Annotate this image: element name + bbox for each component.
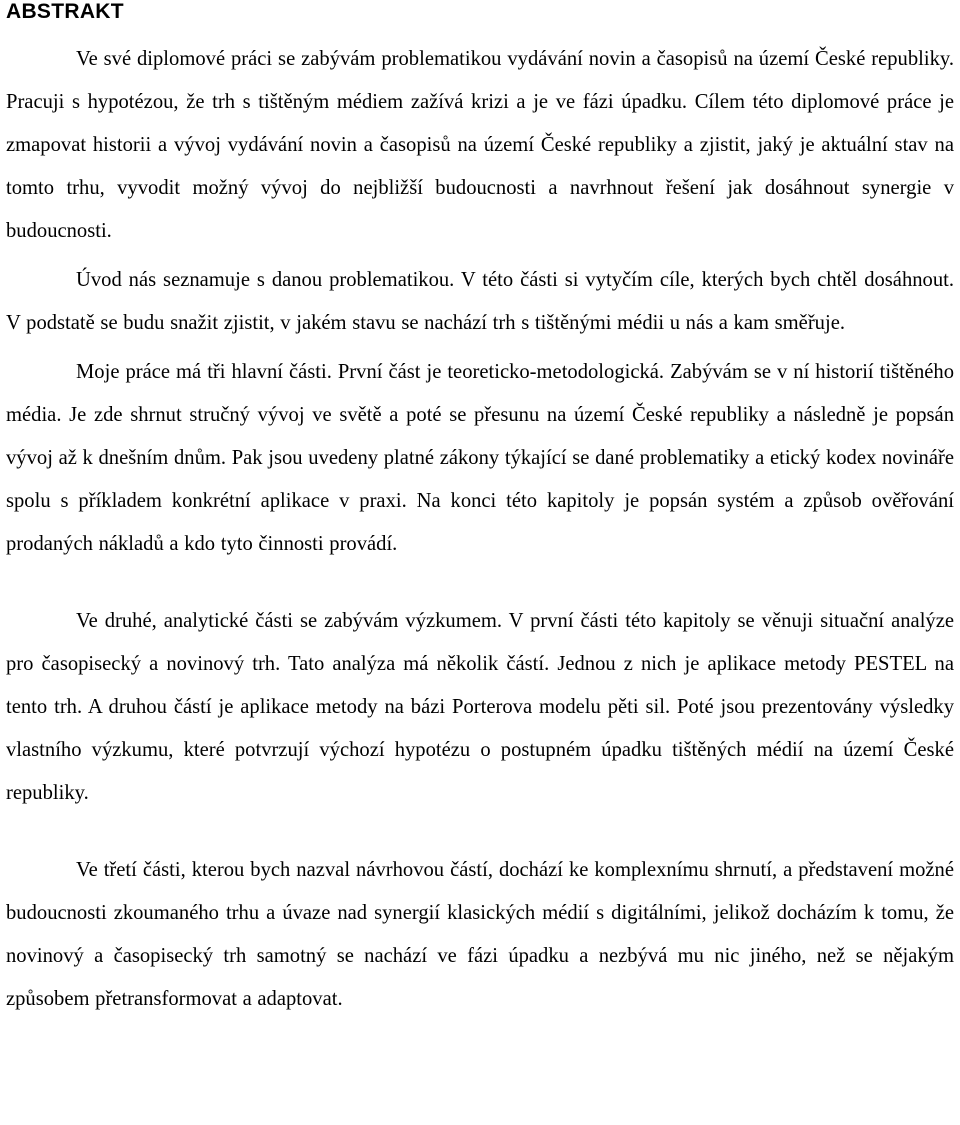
abstract-paragraph-5: Ve třetí části, kterou bych nazval návrhovou částí, dochází ke komplexnímu shrnutí, a představení možné budoucnosti zkoumaného trhu a úvaze nad synergií klasických médií s digitálními, jelikož docházím k tomu, že novinový a časopisecký trh samotný se nachází ve fázi úpadku a nezbývá mu nic jiného, než se nějakým způsobem přetransformovat a adaptovat. (6, 859, 954, 1010)
abstract-heading: ABSTRAKT (6, 0, 124, 23)
abstract-paragraph-4: Ve druhé, analytické části se zabývám výzkumem. V první části této kapitoly se věnuji situační analýze pro časopisecký a novinový trh. Tato analýza má několik částí. Jednou z nich je aplikace metody PESTEL na tento trh. A druhou částí je aplikace metody na bázi Porterova modelu pěti sil. Poté jsou prezentovány výsledky vlastního výzkumu, které potvrzují výchozí hypotézu o postupném úpadku tištěných médií na území České republiky. (6, 610, 954, 804)
abstract-paragraph-1: Ve své diplomové práci se zabývám problematikou vydávání novin a časopisů na území České republiky. Pracuji s hypotézou, že trh s tištěným médiem zažívá krizi a je ve fázi úpadku. Cílem této diplomové práce je zmapovat historii a vývoj vydávání novin a časopisů na území České republiky a zjistit, jaký je aktuální stav na tomto trhu, vyvodit možný vývoj do nejbližší budoucnosti a navrhnout řešení jak dosáhnout synergie v budoucnosti. (6, 48, 954, 242)
abstract-paragraph-3: Moje práce má tři hlavní části. První část je teoreticko-metodologická. Zabývám se v ní historií tištěného média. Je zde shrnut stručný vývoj ve světě a poté se přesunu na území České republiky a následně je popsán vývoj až k dnešním dnům. Pak jsou uvedeny platné zákony týkající se dané problematiky a etický kodex novináře spolu s příkladem konkrétní aplikace v praxi. Na konci této kapitoly je popsán systém a způsob ověřování prodaných nákladů a kdo tyto činnosti provádí. (6, 361, 954, 555)
abstract-paragraph-2: Úvod nás seznamuje s danou problematikou. V této části si vytyčím cíle, kterých bych chtěl dosáhnout. V podstatě se budu snažit zjistit, v jakém stavu se nachází trh s tištěnými médii u nás a kam směřuje. (6, 269, 954, 334)
